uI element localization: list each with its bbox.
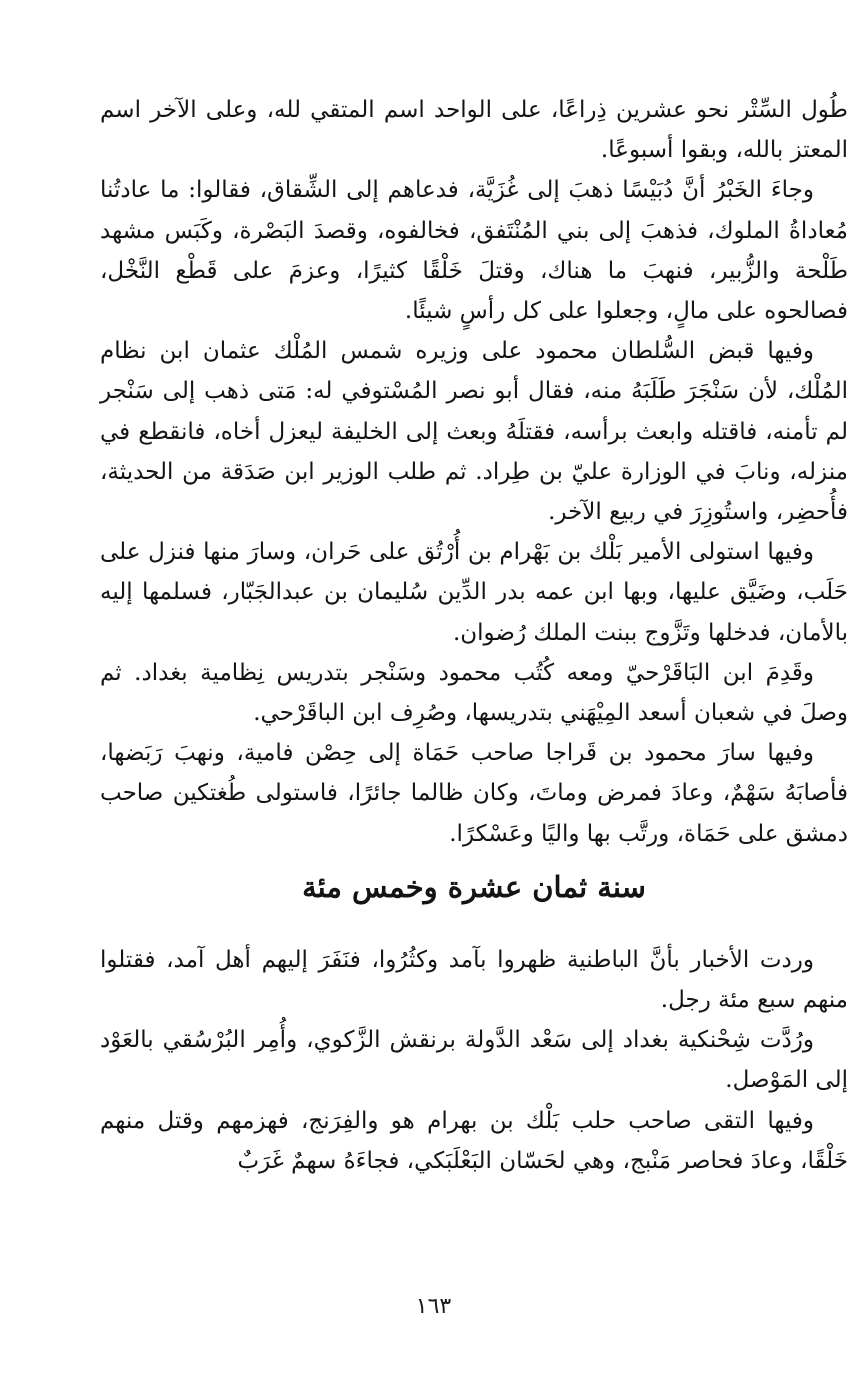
paragraph-2: وجاءَ الخَبْرُ أنَّ دُبَيْسًا ذهبَ إلى غُزَيَّة، فدعاهم إلى الشِّقاق، فقالوا: ما عادتُنا مُعاداةُ الملوك، فذهبَ إلى بني المُنْتَفق، فخالفوه، وقصدَ البَصْرة، وكَبَس مشهد طَلْحة والزُّبير، فنهبَ ما هناك، وقتلَ خَلْقًا كثيرًا، وعزمَ على قَطْع النَّخْل، فصالحوه على مالٍ، وجعلوا على كل رأسٍ شيئًا. <box>100 177 848 325</box>
paragraph-6: وفيها سارَ محمود بن قَراجا صاحب حَمَاة إلى حِصْن فامية، ونهبَ رَبَضها، فأصابَهُ سَهْمٌ، وعادَ فمرض وماتَ، وكان ظالما جائرًا، فاستولى طُغتكين صاحب دمشق على حَمَاة، ورتَّب بها واليًا وعَسْكرًا. <box>100 740 848 847</box>
paragraph-5: وقَدِمَ ابن البَاقَرْحيّ ومعه كُتُب محمود وسَنْجر بتدريس نِظامية بغداد. ثم وصلَ في شعبان أسعد المِيْهَني بتدريسها، وصُرِف ابن الباقَرْحي. <box>100 659 848 727</box>
paragraph-9: وفيها التقى صاحب حلب بَلْك بن بهرام هو والفِرَنج، فهزمهم وقتل منهم خَلْقًا، وعادَ فحاصر مَنْبج، وهي لحَسّان البَعْلَبَكي، فجاءَهُ سهمٌ غَرَبٌ <box>100 1107 848 1174</box>
section-heading: سنة ثمان عشرة وخمس مئة <box>302 869 646 904</box>
paragraph-1: طُول السِّتْر نحو عشرين ذِراعًا، على الواحد اسم المتقي لله، وعلى الآخر اسم المعتز بالله، وبقوا أسبوعًا. <box>100 97 848 164</box>
paragraph-7: وردت الأخبار بأنَّ الباطنية ظهروا بآمد وكثُرُوا، فنَفَرَ إليهم أهل آمد، فقتلوا منهم سبع مئة رجل. <box>100 946 848 1014</box>
paragraph-3: وفيها قبض السُّلطان محمود على وزيره شمس المُلْك عثمان ابن نظام المُلْك، لأن سَنْجَرَ طَلَبَهُ منه، فقال أبو نصر المُسْتوفي له: مَتى ذهب إلى سَنْجر لم تأمنه، فاقتله وابعث برأسه، فقتلَهُ وبعث إلى الخليفة ليعزل أخاه، فانقطع في منزله، ونابَ في الوزارة عليّ بن طِراد. ثم طلب الوزير ابن صَدَقة من الحديثة، فأُحضِر، واستُوزِرَ في ربيع الآخر. <box>100 338 848 526</box>
page-body <box>100 90 848 1181</box>
paragraph-4: وفيها استولى الأمير بَلْك بن بَهْرام بن أُرْتُق على حَران، وسارَ منها فنزل على حَلَب، وضَيَّق عليها، وبها ابن عمه بدر الدِّين سُليمان بن عبدالجَبّار، فسلمها إليه بالأمان، فدخلها وتَزَّوج ببنت الملك رُضوان. <box>100 539 848 646</box>
paragraph-8: ورُدَّت شِحْنكية بغداد إلى سَعْد الدَّولة برنقش الزَّكوي، وأُمِر البُرْسُقي بالعَوْد إلى المَوْصل. <box>100 1027 848 1094</box>
page-number: ١٦٣ <box>415 1294 452 1319</box>
